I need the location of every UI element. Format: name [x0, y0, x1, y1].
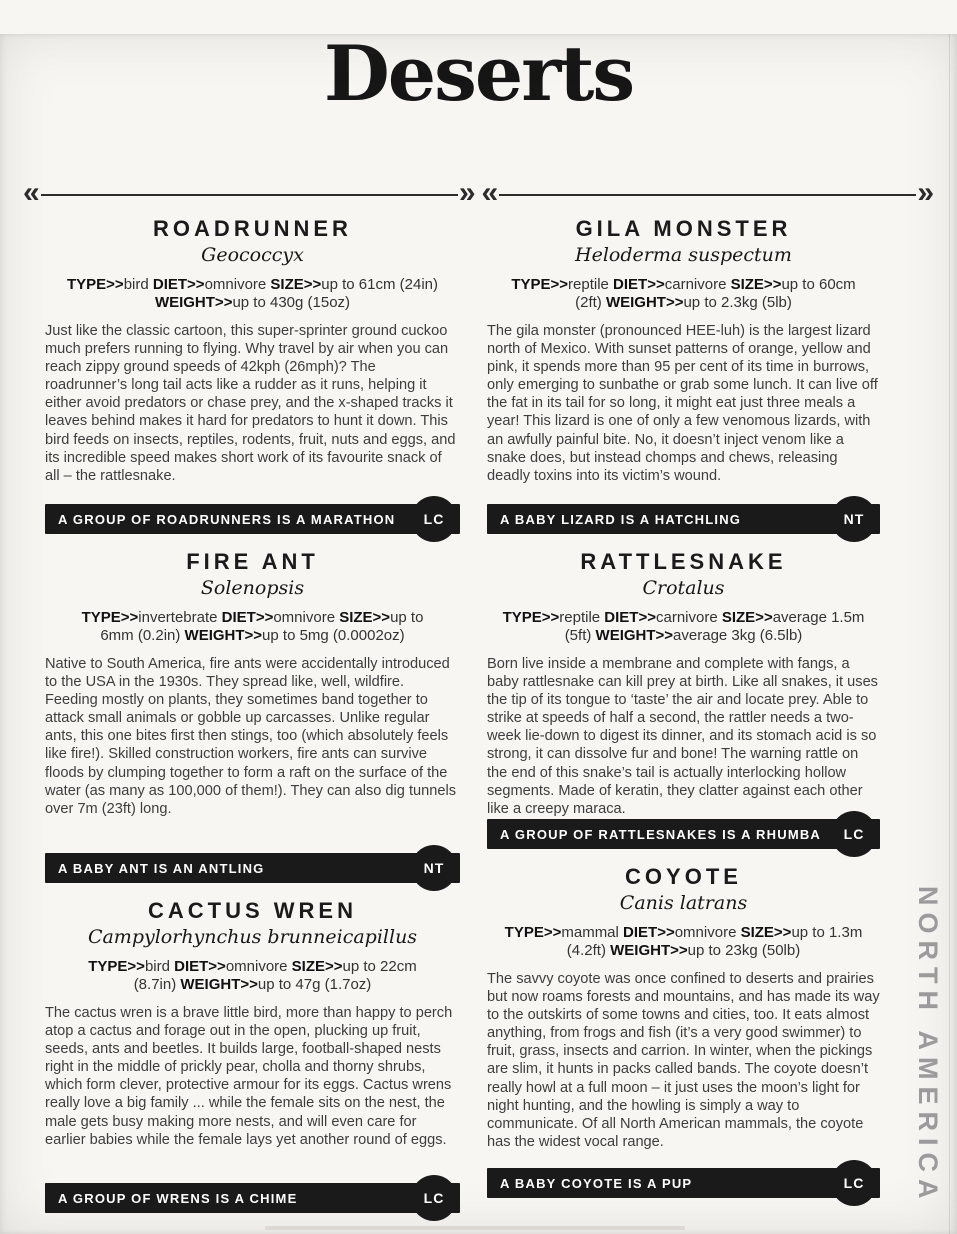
animal-description: The gila monster (pronounced HEE-luh) is the largest lizard north of Mexico. With sunset patterns of orange, yellow and pink, it spends more than 95 per cent of its time in burrows, only emerging to sunbathe or grab some lunch. It can live off the fat in its tail for so long, it might eat just three meals a year! This lizard is one of only a few venomous lizards, with an awfully painful bite. No, it doesn’t inject venom like a snake does, but instead chomps and chews, releasing deadly toxins into its victim’s wound. — [487, 323, 878, 484]
scientific-name: Canis latrans — [619, 892, 748, 914]
animal-entry — [487, 549, 880, 849]
animal-entry — [487, 864, 880, 1198]
status-badge: LC — [411, 1175, 457, 1221]
divider-line — [499, 194, 916, 196]
animal-stats: TYPE>>bird DIET>>omnivore SIZE>>up to 22cm (8.7in) WEIGHT>>up to 47g (1.7oz) — [88, 958, 417, 993]
animal-name: FIRE ANT — [186, 549, 319, 574]
animal-stats: TYPE>>reptile DIET>>carnivore SIZE>>average 1.5m (5ft) WEIGHT>>average 3kg (6.5lb) — [502, 609, 865, 644]
status-badge: NT — [411, 845, 457, 891]
fact-banner — [45, 504, 460, 534]
chevron-left-icon: « — [481, 176, 499, 209]
fact-text: A GROUP OF ROADRUNNERS IS A MARATHON — [58, 511, 396, 527]
arrow-divider — [22, 176, 935, 209]
column-right — [487, 216, 880, 1228]
animal-description: Native to South America, fire ants were accidentally introduced to the USA in the 1930s. They spread like, well, wildfire. Feeding mostly on plants, they sometimes band together to attack small animals or gobble up carcasses. Unlike regular ants, this one bites first then stings, too (which absolutely feels like fire!). Skilled construction workers, fire ants can survive floods by clumping together to form a raft on the surface of the water (as many as 100,000 of them!). They can also dig tunnels over 7m (23ft) long. — [45, 656, 457, 817]
animal-description: Born live inside a membrane and complete with fangs, a baby rattlesnake can kill prey at birth. Like all snakes, it uses the tip of its tongue to ‘taste’ the air and locate prey. Able to strike at speeds of half a second, the rattler needs a two-week lie-down to digest its dinner, and its stomach acid is so strong, it can dissolve fur and bone! The warning rattle on the end of this snake’s tail is actually interlocking hollow segments. Made of keratin, they clatter against each other like a creepy maraca. — [487, 656, 878, 817]
animal-name: CACTUS WREN — [148, 898, 357, 923]
status-badge: LC — [831, 1160, 877, 1206]
scientific-name: Campylorhynchus brunneicapillus — [87, 926, 418, 948]
fact-banner — [45, 1183, 460, 1213]
scientific-name: Solenopsis — [200, 577, 305, 599]
arrow-divider-right — [481, 176, 936, 209]
page-title: Deserts — [323, 29, 634, 118]
page-edge — [949, 34, 950, 1234]
animal-entry — [45, 549, 460, 883]
animal-name: COYOTE — [625, 864, 742, 889]
status-badge: LC — [831, 811, 877, 857]
chevron-right-icon: » — [458, 176, 476, 209]
animal-entry — [45, 898, 460, 1213]
fact-text: A BABY ANT IS AN ANTLING — [58, 860, 265, 876]
fact-text: A BABY LIZARD IS A HATCHLING — [500, 511, 742, 527]
animal-stats: TYPE>>bird DIET>>omnivore SIZE>>up to 61cm (24in) WEIGHT>>up to 430g (15oz) — [66, 276, 439, 311]
animal-entry — [45, 216, 460, 534]
animal-description: The cactus wren is a brave little bird, more than happy to perch atop a cactus and forage out in the open, plucking up fruit, seeds, ants and beetles. It builds large, football-shaped nests right in the middle of prickly pear, cholla and thorny shrubs, which form clever, protective armour for its eggs. Cactus wrens really love a big family ... while the female sits on the nest, the male gets busy making more nests, and will even care for earlier babies while the female lays yet another round of eggs. — [45, 1005, 453, 1148]
animal-name: ROADRUNNER — [153, 216, 352, 241]
scientific-name: Heloderma suspectum — [575, 244, 792, 266]
region-label: NORTH AMERICA — [913, 886, 943, 1206]
animal-name: GILA MONSTER — [575, 216, 792, 241]
status-badge: LC — [411, 496, 457, 542]
column-left — [45, 216, 460, 1228]
animal-stats: TYPE>>invertebrate DIET>>omnivore SIZE>>up to 6mm (0.2in) WEIGHT>>up to 5mg (0.0002oz) — [81, 609, 424, 644]
divider-line — [41, 194, 458, 196]
fact-text: A GROUP OF WRENS IS A CHIME — [58, 1190, 298, 1206]
status-badge: NT — [831, 496, 877, 542]
scientific-name: Geococcyx — [201, 244, 304, 266]
scan-smudge — [265, 1226, 685, 1230]
fact-text: A BABY COYOTE IS A PUP — [500, 1175, 693, 1191]
animal-entry — [487, 216, 880, 534]
fact-text: A GROUP OF RATTLESNAKES IS A RHUMBA — [500, 826, 822, 842]
animal-description: Just like the classic cartoon, this super-sprinter ground cuckoo much prefers running to flying. Why travel by air when you can reach zippy ground speeds of 42kph (26mph)? The roadrunner’s long tail acts like a rudder as it runs, helping it either avoid predators or chase prey, and the x-shaped tracks it leaves behind makes it hard for predators to hunt it down. This bird feeds on insects, reptiles, rodents, fruit, nuts and eggs, and its incredible speed makes short work of its favourite snack of all – the rattlesnake. — [45, 323, 456, 484]
fact-banner — [487, 1168, 880, 1198]
chevron-right-icon: » — [917, 176, 934, 209]
fact-banner — [487, 504, 880, 534]
animal-name: RATTLESNAKE — [580, 549, 787, 574]
animal-columns — [45, 216, 880, 1228]
animal-description: The savvy coyote was once confined to deserts and prairies but now roams forests and mountains, and has made its way to the outskirts of some towns and cities, too. It eats almost anything, from frogs and fish (it’s a very good swimmer) to fruit, grass, insects and carrion. In winter, when the pickings are slim, it hunts in packs called bands. The coyote doesn’t really howl at a full moon – it just uses the moon’s light for night hunting, and the howling is simply a way to communicate. Of all North American mammals, the coyote has the widest vocal range. — [487, 971, 880, 1150]
fact-banner — [487, 819, 880, 849]
arrow-divider-left — [22, 176, 477, 209]
fact-banner — [45, 853, 460, 883]
scientific-name: Crotalus — [642, 577, 725, 599]
animal-stats: TYPE>>reptile DIET>>carnivore SIZE>>up to 60cm (2ft) WEIGHT>>up to 2.3kg (5lb) — [511, 276, 856, 311]
chevron-left-icon: « — [23, 176, 40, 209]
animal-stats: TYPE>>mammal DIET>>omnivore SIZE>>up to 1.3m (4.2ft) WEIGHT>>up to 23kg (50lb) — [504, 924, 863, 959]
